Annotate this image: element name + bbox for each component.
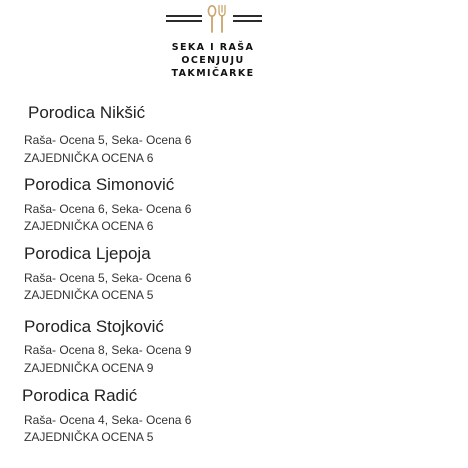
individual-scores: Raša- Ocena 4, Seka- Ocena 6 [24,413,192,427]
fork-and-spoon-logo-icon [166,4,262,36]
joint-score: ZAJEDNIČKA OCENA 5 [24,430,154,444]
joint-score: ZAJEDNIČKA OCENA 9 [24,361,154,375]
individual-scores: Raša- Ocena 5, Seka- Ocena 6 [24,133,192,147]
family-name: Porodica Radić [22,386,138,405]
title-line-2: OCENJUJU [181,55,245,66]
joint-score: ZAJEDNIČKA OCENA 6 [24,219,154,233]
title-line-1: SEKA I RAŠA [171,42,255,53]
right-rule-bottom [233,20,262,22]
fork-icon [219,6,225,33]
header [0,0,468,90]
spoon-icon [208,6,215,32]
right-rule-top [233,15,262,17]
joint-score: ZAJEDNIČKA OCENA 5 [24,288,154,302]
family-name: Porodica Nikšić [28,103,146,122]
individual-scores: Raša- Ocena 6, Seka- Ocena 6 [24,202,192,216]
individual-scores: Raša- Ocena 5, Seka- Ocena 6 [24,271,192,285]
left-rule-bottom [166,20,202,22]
left-rule-top [166,15,202,17]
page-title [140,41,286,80]
joint-score: ZAJEDNIČKA OCENA 6 [24,151,154,165]
family-name: Porodica Ljepoja [24,244,151,263]
individual-scores: Raša- Ocena 8, Seka- Ocena 9 [24,343,192,357]
family-name: Porodica Simonović [24,175,175,194]
title-line-3: TAKMIČARKE [171,68,255,79]
family-name: Porodica Stojković [24,317,164,336]
